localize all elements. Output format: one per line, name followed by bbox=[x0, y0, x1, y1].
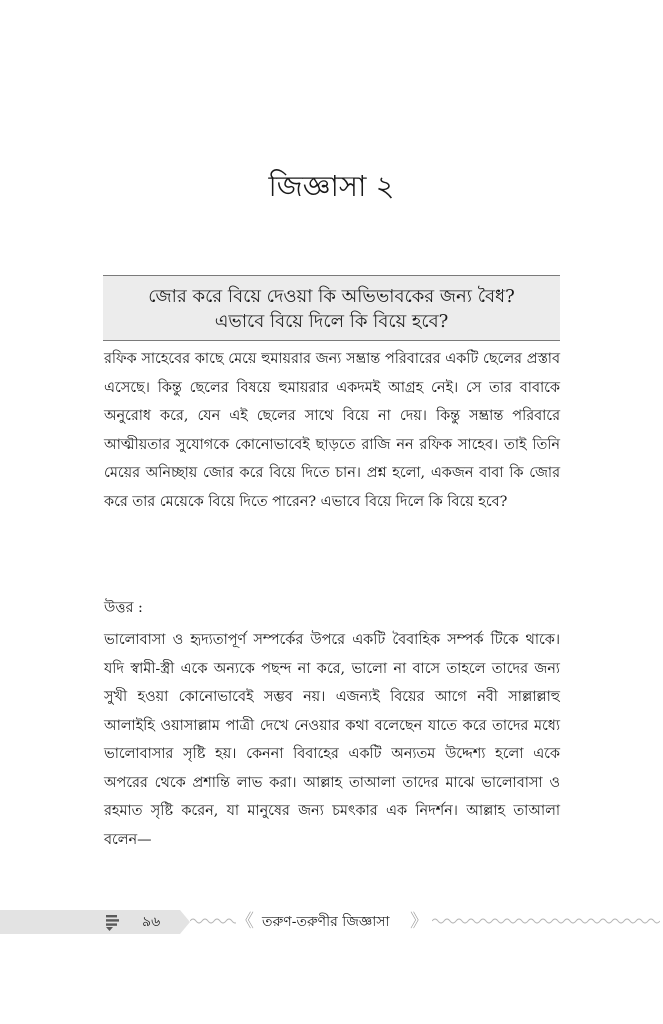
footer-band-tip bbox=[180, 910, 190, 934]
book-title: তরুণ-তরুণীর জিজ্ঞাসা bbox=[262, 914, 390, 930]
answer-paragraph: ভালোবাসা ও হৃদ্যতাপূর্ণ সম্পর্কের উপরে একটি বৈবাহিক সম্পর্ক টিকে থাকে। যদি স্বামী-স্ত্রী একে অন্যকে পছন্দ না করে, ভালো না বাসে তাহলে তাদের জন্য সুখী হওয়া কোনোভাবেই সম্ভব নয়। এজন্যই বিয়ের আগে নবী সাল্লাল্লাহু আলাইহি ওয়াসাল্লাম পাত্রী দেখে নেওয়ার কথা বলেছেন যাতে করে তাদের মধ্যে ভালোবাসার সৃষ্টি হয়। কেননা বিবাহের একটি অন্যতম উদ্দেশ্য হলো একে অপরের থেকে প্রশান্তি লাভ করা। আল্লাহ তাআলা তাদের মাঝে ভালোবাসা ও রহমাত সৃষ্টি করেন, যা মানুষের জন্য চমৎকার এক নিদর্শন। আল্লাহ তাআলা বলেন— bbox=[104, 632, 560, 848]
book-mark-icon bbox=[103, 912, 123, 932]
question-paragraph: রফিক সাহেবের কাছে মেয়ে হুমায়রার জন্য সম্ভ্রান্ত পরিবারের একটি ছেলের প্রস্তাব এসেছে। কিন্তু ছেলের বিষয়ে হুমায়রার একদমই আগ্রহ নেই। সে তার বাবাকে অনুরোধ করে, যেন এই ছেলের সাথে বিয়ে না দেয়। কিন্তু সম্ভ্রান্ত পরিবারে আত্মীয়তার সুযোগকে কোনোভাবেই ছাড়তে রাজি নন রফিক সাহেব। তাই তিনি মেয়ের অনিচ্ছায় জোর করে বিয়ে দিতে চান। প্রশ্ন হলো, একজন বাবা কি জোর করে তার মেয়েকে বিয়ে দিতে পারেন? এভাবে বিয়ে দিলে কি বিয়ে হবে? bbox=[104, 351, 560, 510]
chevron-left-icon: 《 bbox=[236, 911, 254, 932]
chevron-right-icon: 》 bbox=[410, 911, 428, 932]
footer-ornament-right bbox=[432, 916, 660, 926]
chapter-title: জিজ্ঞাসা ২ bbox=[268, 169, 395, 203]
page-footer bbox=[0, 908, 663, 936]
footer-ornament-left bbox=[190, 916, 236, 926]
question-line-1: জোর করে বিয়ে দেওয়া কি অভিভাবকের জন্য বৈধ? bbox=[148, 286, 515, 307]
question-line-2: এভাবে বিয়ে দিলে কি বিয়ে হবে? bbox=[214, 311, 449, 332]
page-number: ৯৬ bbox=[142, 914, 161, 930]
footer-title-wrap bbox=[232, 910, 428, 934]
answer-label: উত্তর : bbox=[104, 600, 143, 616]
question-box bbox=[103, 275, 560, 341]
